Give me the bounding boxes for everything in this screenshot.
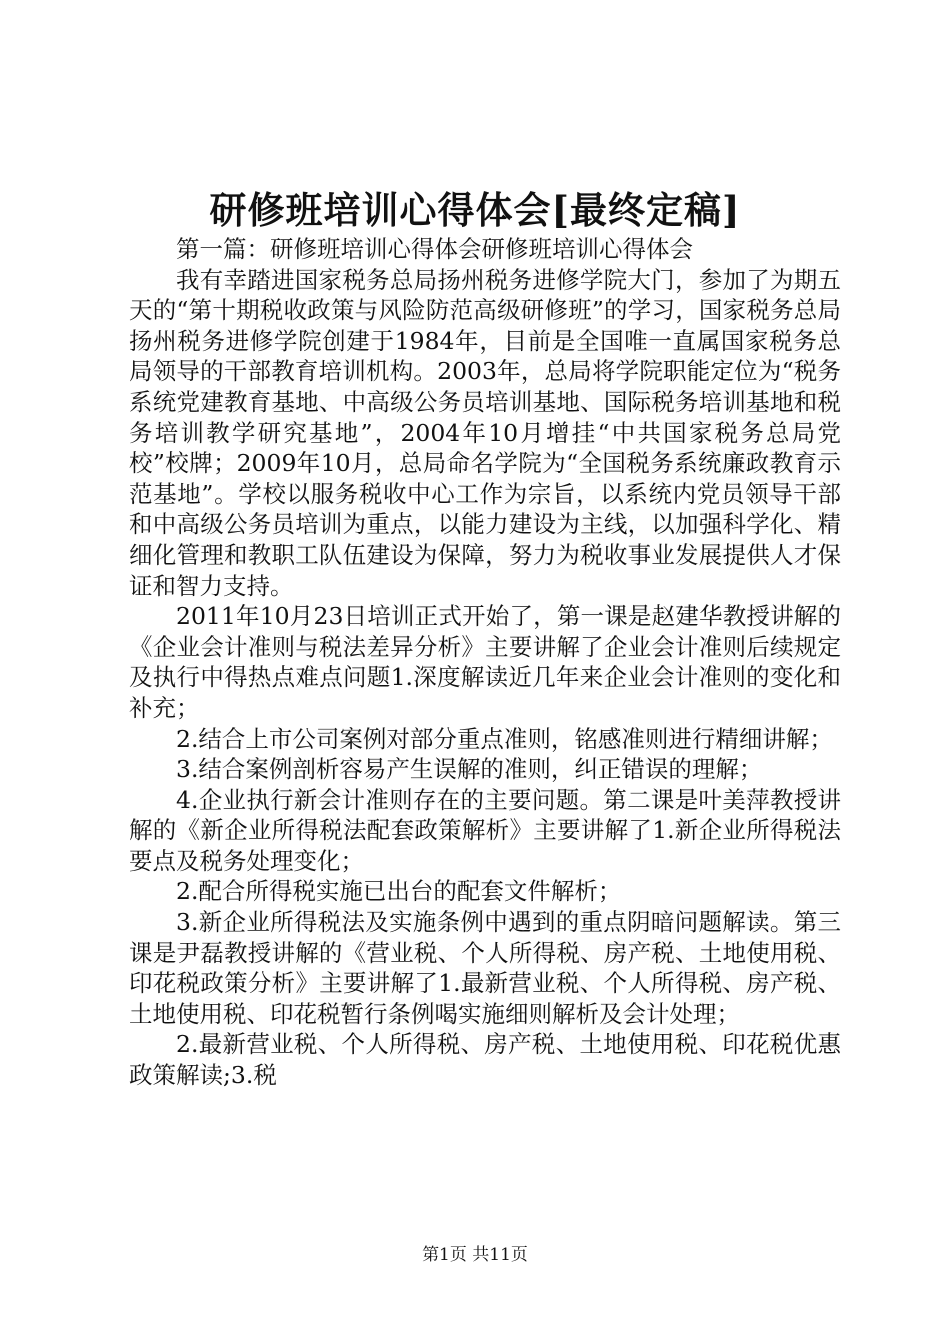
paragraph: 4.企业执行新会计准则存在的主要问题。第二课是叶美萍教授讲解的《新企业所得税法配套政策解析》主要讲解了1.新企业所得税法要点及税务处理变化； [129, 785, 841, 875]
paragraph: 2.最新营业税、个人所得税、房产税、土地使用税、印花税优惠政策解读;3.税 [129, 1030, 841, 1090]
paragraph: 3.结合案例剖析容易产生误解的准则，纠正错误的理解； [176, 755, 763, 784]
paragraph: 2.配合所得税实施已出台的配套文件解析； [176, 877, 622, 906]
page-number-footer: 第1页 共11页 [422, 1245, 528, 1265]
paragraph: 2.结合上市公司案例对部分重点准则，铭感准则进行精细讲解； [176, 724, 833, 753]
paragraph: 2011年10月23日培训正式开始了，第一课是赵建华教授讲解的《企业会计准则与税法差异分析》主要讲解了企业会计准则后续规定及执行中得热点难点问题1.深度解读近几年来企业会计准则的变化和补充； [129, 602, 841, 722]
document-title: 研修班培训心得体会[最终定稿] [209, 188, 741, 232]
paragraph: 第一篇：研修班培训心得体会研修班培训心得体会 [176, 235, 693, 263]
document-body [129, 234, 841, 1091]
paragraph: 我有幸踏进国家税务总局扬州税务进修学院大门，参加了为期五天的“第十期税收政策与风险防范高级研修班”的学习，国家税务总局扬州税务进修学院创建于1984年，目前是全国唯一直属国家税务总局领导的干部教育培训机构。2003年，总局将学院职能定位为“税务系统党建教育基地、中高级公务员培训基地、国际税务培训基地和税务培训教学研究基地”，2004年10月增挂“中共国家税务总局党校”校牌；2009年10月，总局命名学院为“全国税务系统廉政教育示范基地”。学校以服务税收中心工作为宗旨，以系统内党员领导干部和中高级公务员培训为重点，以能力建设为主线，以加强科学化、精细化管理和教职工队伍建设为保障，努力为税收事业发展提供人才保证和智力支持。 [129, 265, 841, 600]
paragraph: 3.新企业所得税法及实施条例中遇到的重点阴暗问题解读。第三课是尹磊教授讲解的《营业税、个人所得税、房产税、土地使用税、印花税政策分析》主要讲解了1.最新营业税、个人所得税、房产税、土地使用税、印花税暂行条例喝实施细则解析及会计处理； [129, 908, 841, 1028]
